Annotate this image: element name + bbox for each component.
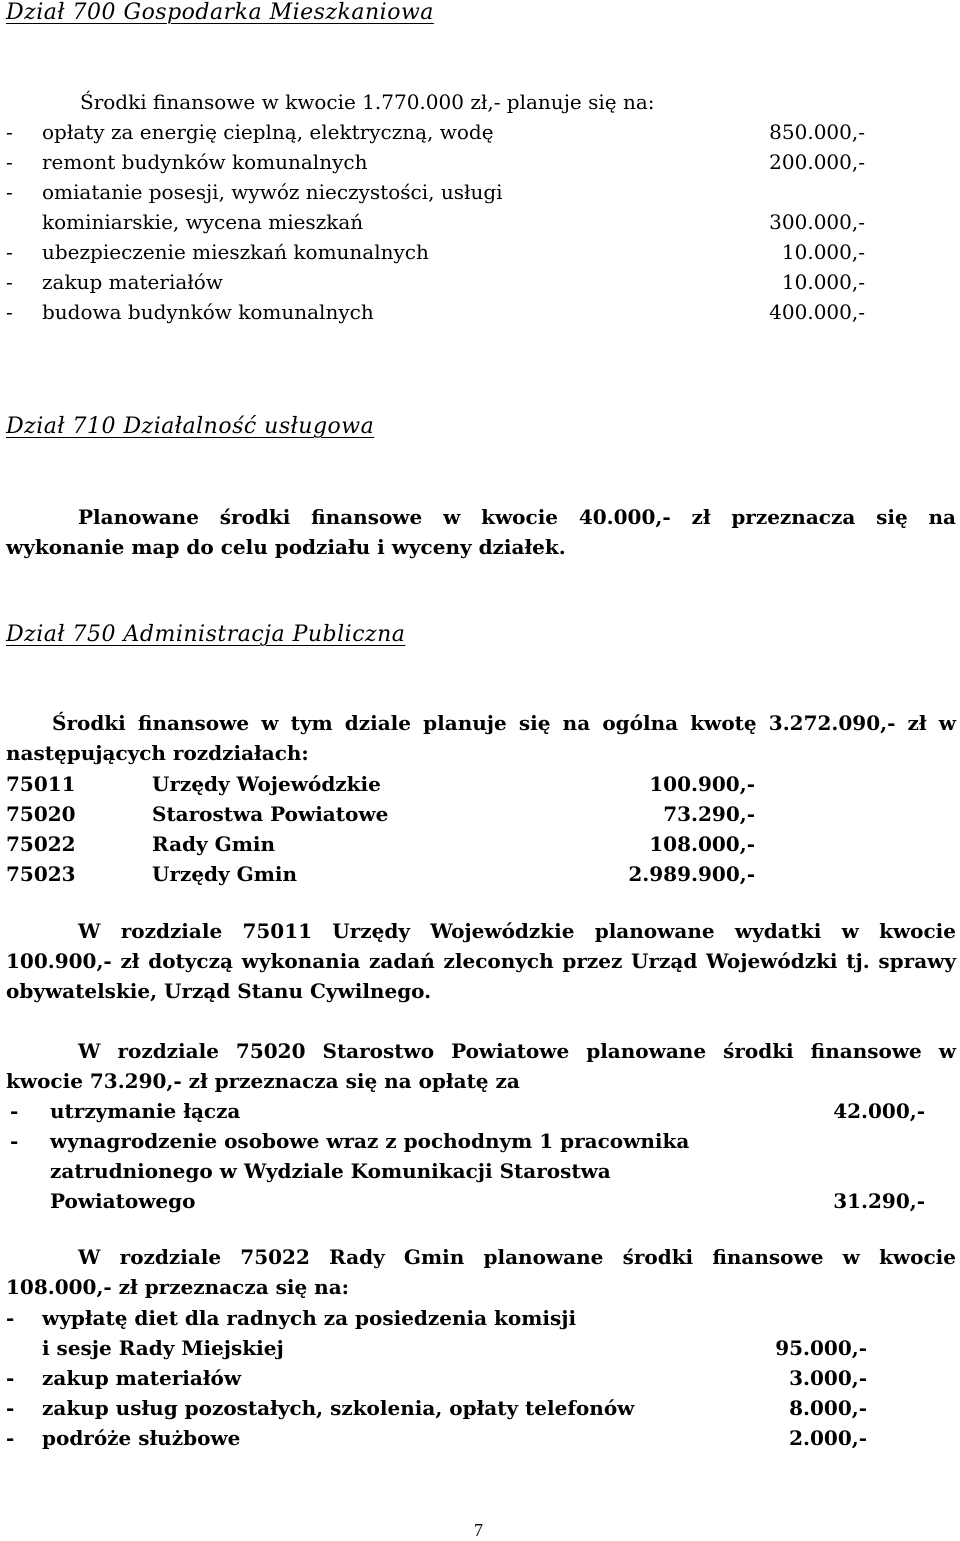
paragraph-75022: W rozdziale 75022 Rady Gmin planowane środki finansowe w kwocie 108.000,- zł przeznacza się na:: [6, 1245, 956, 1299]
list-item-dash: -: [10, 1129, 19, 1153]
list-item-label: zakup materiałów: [42, 1366, 242, 1390]
list-item-dash: -: [6, 1306, 15, 1330]
chapter-name: Urzędy Wojewódzkie: [152, 772, 381, 796]
list-item-label: zakup usług pozostałych, szkolenia, opłaty telefonów: [42, 1396, 635, 1420]
list-item-amount: 200.000,-: [769, 150, 865, 174]
list-item-dash: -: [6, 300, 13, 324]
list-item-label: opłaty za energię cieplną, elektryczną, wodę: [42, 120, 494, 144]
list-item-dash: -: [6, 1396, 15, 1420]
section-750-intro: Środki finansowe w tym dziale planuje się na ogólna kwotę 3.272.090,- zł w następujących rozdziałach:: [6, 711, 956, 765]
chapter-code: 75023: [6, 862, 76, 886]
chapter-amount: 73.290,-: [663, 802, 755, 826]
list-item-label: omiatanie posesji, wywóz nieczystości, usługi: [42, 180, 503, 204]
list-item-label: zatrudnionego w Wydziale Komunikacji Starostwa: [50, 1159, 611, 1183]
paragraph-75020: W rozdziale 75020 Starostwo Powiatowe planowane środki finansowe w kwocie 73.290,- zł przeznacza się na opłatę za: [6, 1039, 956, 1093]
list-item-dash: -: [6, 1366, 15, 1390]
chapter-amount: 108.000,-: [649, 832, 755, 856]
list-item-label: zakup materiałów: [42, 270, 223, 294]
list-item-amount: 95.000,-: [775, 1336, 867, 1360]
list-item-label: Powiatowego: [50, 1189, 196, 1213]
list-item-label: wynagrodzenie osobowe wraz z pochodnym 1 pracownika: [50, 1129, 690, 1153]
list-item-dash: -: [6, 180, 13, 204]
list-item-dash: -: [6, 150, 13, 174]
list-item-amount: 42.000,-: [833, 1099, 925, 1123]
section-750-heading: Dział 750 Administracja Publiczna: [6, 622, 406, 647]
list-item-label: utrzymanie łącza: [50, 1099, 241, 1123]
list-item-amount: 10.000,-: [781, 240, 865, 264]
chapter-code: 75022: [6, 832, 76, 856]
paragraph-75011: W rozdziale 75011 Urzędy Wojewódzkie planowane wydatki w kwocie 100.900,- zł dotyczą wykonania zadań zleconych przez Urząd Wojewódzki tj. sprawy obywatelskie, Urząd Stanu Cywilnego.: [6, 919, 956, 1003]
list-item-label: wypłatę diet dla radnych za posiedzenia komisji: [42, 1306, 577, 1330]
list-item-dash: -: [10, 1099, 19, 1123]
section-710-text: Planowane środki finansowe w kwocie 40.000,- zł przeznacza się na wykonanie map do celu podziału i wyceny działek.: [6, 505, 956, 559]
chapter-code: 75020: [6, 802, 76, 826]
list-item-label: budowa budynków komunalnych: [42, 300, 374, 324]
list-item-label: kominiarskie, wycena mieszkań: [42, 210, 364, 234]
chapter-name: Starostwa Powiatowe: [152, 802, 389, 826]
list-item-label: remont budynków komunalnych: [42, 150, 368, 174]
list-item-amount: 31.290,-: [833, 1189, 925, 1213]
list-item-dash: -: [6, 1426, 15, 1450]
list-item-label: i sesje Rady Miejskiej: [42, 1336, 284, 1360]
list-item-amount: 8.000,-: [789, 1396, 867, 1420]
list-item-amount: 2.000,-: [789, 1426, 867, 1450]
list-item-amount: 850.000,-: [769, 120, 865, 144]
section-700-heading: Dział 700 Gospodarka Mieszkaniowa: [6, 0, 434, 25]
list-item-label: podróże służbowe: [42, 1426, 241, 1450]
chapter-name: Urzędy Gmin: [152, 862, 298, 886]
section-710-heading: Dział 710 Działalność usługowa: [6, 414, 375, 439]
list-item-dash: -: [6, 270, 13, 294]
chapter-code: 75011: [6, 772, 76, 796]
section-700-intro: Środki finansowe w kwocie 1.770.000 zł,- planuje się na:: [80, 90, 655, 114]
list-item-dash: -: [6, 240, 13, 264]
page-number: 7: [474, 1520, 483, 1540]
list-item-amount: 10.000,-: [781, 270, 865, 294]
list-item-label: ubezpieczenie mieszkań komunalnych: [42, 240, 429, 264]
list-item-dash: -: [6, 120, 13, 144]
list-item-amount: 400.000,-: [769, 300, 865, 324]
list-item-amount: 3.000,-: [789, 1366, 867, 1390]
chapter-amount: 2.989.900,-: [628, 862, 755, 886]
chapter-amount: 100.900,-: [649, 772, 755, 796]
chapter-name: Rady Gmin: [152, 832, 275, 856]
list-item-amount: 300.000,-: [769, 210, 865, 234]
